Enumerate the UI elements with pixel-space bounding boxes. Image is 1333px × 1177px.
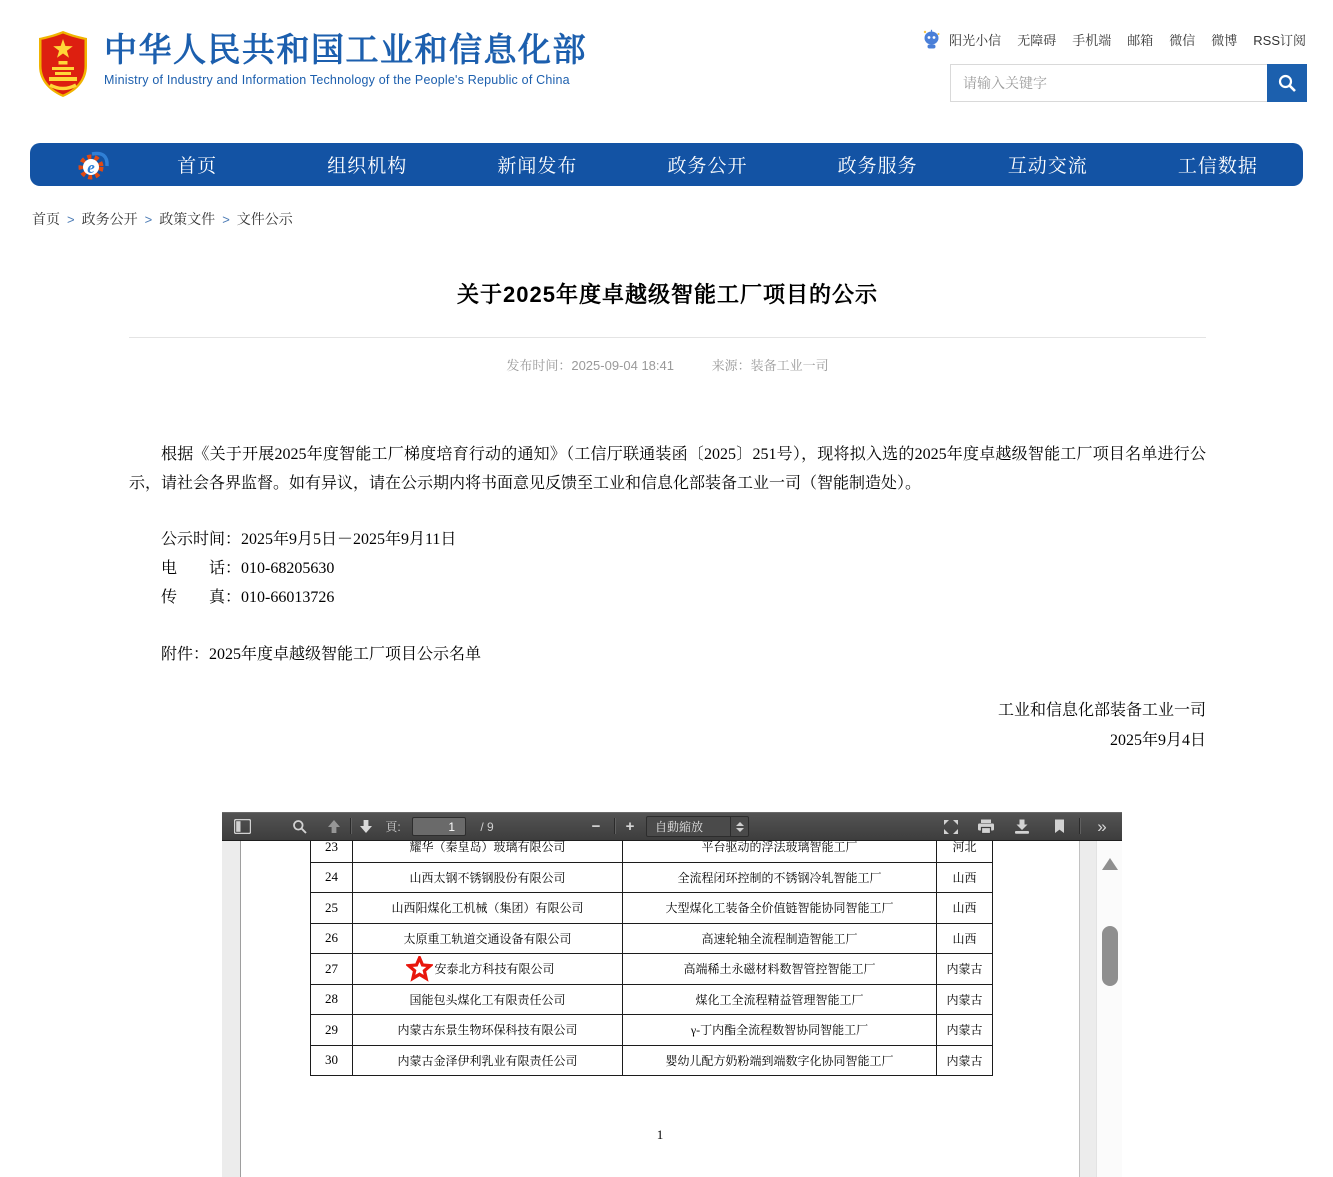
previous-page-button[interactable] <box>322 812 346 841</box>
table-row <box>311 1015 993 1046</box>
search-input[interactable] <box>950 64 1267 102</box>
row-number: 29 <box>311 1015 353 1046</box>
project-cell: 高端稀土永磁材料数智管控智能工厂 <box>623 954 937 985</box>
page-number-input[interactable] <box>412 817 466 836</box>
nav-item-organization[interactable]: 组织机构 <box>327 156 408 177</box>
nav-item-news[interactable]: 新闻发布 <box>497 156 578 177</box>
company-cell <box>353 954 623 985</box>
company-cell: 国能包头煤化工有限责任公司 <box>353 984 623 1015</box>
breadcrumb-gov-affairs[interactable]: 政务公开 <box>81 211 138 227</box>
breadcrumb-separator: > <box>67 212 75 227</box>
zoom-select-value: 自動縮放 <box>655 820 704 834</box>
project-cell: γ-丁内酯全流程数智协同智能工厂 <box>623 1015 937 1046</box>
table-row <box>311 984 993 1015</box>
arrow-up-icon <box>327 819 341 834</box>
top-link-mobile[interactable]: 手机端 <box>1072 32 1112 48</box>
pdf-toolbar <box>222 812 1122 841</box>
table-row <box>311 862 993 893</box>
province-cell: 内蒙古 <box>937 984 993 1015</box>
row-number: 23 <box>311 841 353 862</box>
project-cell: 婴幼儿配方奶粉端到端数字化协同智能工厂 <box>623 1045 937 1076</box>
signature-date: 2025年9月4日 <box>1109 732 1206 749</box>
article-source: 来源：装备工业一司 <box>711 358 829 373</box>
download-button[interactable] <box>1008 812 1036 841</box>
red-star-icon <box>406 956 433 982</box>
breadcrumb-policy-files[interactable]: 政策文件 <box>159 211 216 227</box>
mascot-icon <box>922 29 941 49</box>
project-cell: 高速轮轴全流程制造智能工厂 <box>623 923 937 954</box>
row-number: 25 <box>311 893 353 924</box>
page-label: 頁: <box>385 820 401 834</box>
breadcrumb-separator: > <box>222 212 230 227</box>
nav-item-interaction[interactable]: 互动交流 <box>1007 156 1088 177</box>
title-divider <box>129 337 1206 338</box>
site-title: 中华人民共和国工业和信息化部 <box>104 31 587 68</box>
site-brand <box>35 30 587 98</box>
pdf-page-number: 1 <box>656 1127 664 1142</box>
article <box>129 280 1206 755</box>
print-icon <box>977 819 995 834</box>
table-row-starred <box>311 954 993 985</box>
company-cell: 耀华（秦皇岛）玻璃有限公司 <box>353 841 623 862</box>
find-button[interactable] <box>286 812 312 841</box>
table-row <box>311 1045 993 1076</box>
presentation-mode-button[interactable] <box>938 812 964 841</box>
fax-line: 传 真：010-66013726 <box>161 589 335 606</box>
attachment-line: 附件：2025年度卓越级智能工厂项目公示名单 <box>161 646 482 663</box>
toolbar-divider <box>614 818 615 834</box>
bookmark-icon <box>1054 819 1065 834</box>
province-cell: 山西 <box>937 893 993 924</box>
breadcrumb-home[interactable]: 首页 <box>32 211 60 227</box>
more-tools-button[interactable]: » <box>1097 817 1107 836</box>
download-icon <box>1014 819 1030 834</box>
fullscreen-icon <box>943 819 959 835</box>
zoom-select-arrows-icon <box>730 817 748 836</box>
project-cell: 平台驱动的浮法玻璃智能工厂 <box>623 841 937 862</box>
top-link-mail[interactable]: 邮箱 <box>1127 32 1154 48</box>
project-cell: 煤化工全流程精益管理智能工厂 <box>623 984 937 1015</box>
breadcrumb-file-publicity[interactable]: 文件公示 <box>236 211 293 227</box>
top-link-rss[interactable]: RSS订阅 <box>1253 32 1306 48</box>
scroll-up-arrow-icon[interactable] <box>1102 858 1118 870</box>
project-cell: 全流程闭环控制的不锈钢冷轧智能工厂 <box>623 862 937 893</box>
company-cell: 太原重工轨道交通设备有限公司 <box>353 923 623 954</box>
zoom-in-button[interactable]: + <box>625 818 635 835</box>
page-title: 关于2025年度卓越级智能工厂项目的公示 <box>457 282 878 307</box>
company-name: 安泰北方科技有限公司 <box>434 962 555 977</box>
search-icon <box>1277 73 1297 93</box>
toolbar-divider <box>1079 818 1080 834</box>
province-cell: 河北 <box>937 841 993 862</box>
company-cell: 山西阳煤化工机械（集团）有限公司 <box>353 893 623 924</box>
find-icon <box>292 819 307 834</box>
page-total: / 9 <box>480 819 494 834</box>
province-cell: 内蒙古 <box>937 1045 993 1076</box>
row-number: 27 <box>311 954 353 985</box>
next-page-button[interactable] <box>354 812 378 841</box>
zoom-out-button[interactable]: − <box>591 818 601 835</box>
smart-factory-table <box>310 841 993 1076</box>
publish-time: 发布时间：2025-09-04 18:41 <box>506 358 674 373</box>
province-cell: 内蒙古 <box>937 1015 993 1046</box>
zoom-select[interactable] <box>646 816 749 837</box>
nav-item-gov-affairs[interactable]: 政务公开 <box>667 156 748 177</box>
breadcrumb <box>32 209 293 229</box>
print-button[interactable] <box>972 812 1000 841</box>
company-cell: 内蒙古东景生物环保科技有限公司 <box>353 1015 623 1046</box>
company-cell: 山西太钢不锈钢股份有限公司 <box>353 862 623 893</box>
row-number: 24 <box>311 862 353 893</box>
top-link-weibo[interactable]: 微博 <box>1211 32 1238 48</box>
pdf-scrollbar[interactable] <box>1096 841 1122 1177</box>
arrow-down-icon <box>359 819 373 834</box>
search-button[interactable] <box>1267 64 1307 102</box>
main-nav <box>30 143 1303 186</box>
site-subtitle-en: Ministry of Industry and Information Technology of the People's Republic of China <box>104 73 570 87</box>
toolbar-divider <box>350 818 351 834</box>
top-link-wechat[interactable]: 微信 <box>1169 32 1196 48</box>
province-cell: 山西 <box>937 862 993 893</box>
row-number: 26 <box>311 923 353 954</box>
nav-item-data[interactable]: 工信数据 <box>1177 156 1258 177</box>
miit-gear-logo-icon <box>76 147 112 183</box>
project-cell: 大型煤化工装备全价值链智能协同智能工厂 <box>623 893 937 924</box>
search-bar <box>950 64 1307 102</box>
table-row <box>311 923 993 954</box>
row-number: 28 <box>311 984 353 1015</box>
company-cell: 内蒙古金泽伊利乳业有限责任公司 <box>353 1045 623 1076</box>
topbar-links <box>922 29 1306 49</box>
row-number: 30 <box>311 1045 353 1076</box>
pdf-viewer-body <box>222 841 1122 1177</box>
nav-item-home[interactable]: 首页 <box>177 156 218 177</box>
article-meta <box>129 355 1206 374</box>
top-link-accessibility[interactable]: 无障碍 <box>1017 32 1057 48</box>
breadcrumb-separator: > <box>144 212 153 227</box>
sidebar-toggle-button[interactable] <box>228 812 256 841</box>
pdf-page <box>240 841 1080 1177</box>
svg-text:e: e <box>87 157 95 177</box>
signature-department: 工业和信息化部装备工业一司 <box>997 702 1206 719</box>
national-emblem-logo <box>35 30 91 98</box>
phone-line: 电 话：010-68205630 <box>161 560 335 577</box>
province-cell: 山西 <box>937 923 993 954</box>
pdf-viewer <box>222 812 1122 1177</box>
table-row <box>311 893 993 924</box>
nav-item-gov-services[interactable]: 政务服务 <box>837 156 918 177</box>
table-row <box>311 841 993 862</box>
article-paragraph: 根据《关于开展2025年度智能工厂梯度培育行动的通知》（工信厅联通装函〔2025〕251号），现将拟入选的2025年度卓越级智能工厂项目名单进行公示，请社会各界监督。如有异议，请在公示期内将书面意见反馈至工业和信息化部装备工业一司（智能制造处）。 <box>129 446 1206 492</box>
top-link-yangguangxiaoxin[interactable]: 阳光小信 <box>949 32 1002 48</box>
sidebar-toggle-icon <box>234 819 251 834</box>
province-cell: 内蒙古 <box>937 954 993 985</box>
notice-period-line: 公示时间：2025年9月5日－2025年9月11日 <box>161 531 457 548</box>
scrollbar-thumb[interactable] <box>1102 926 1118 986</box>
bookmark-button[interactable] <box>1048 812 1070 841</box>
